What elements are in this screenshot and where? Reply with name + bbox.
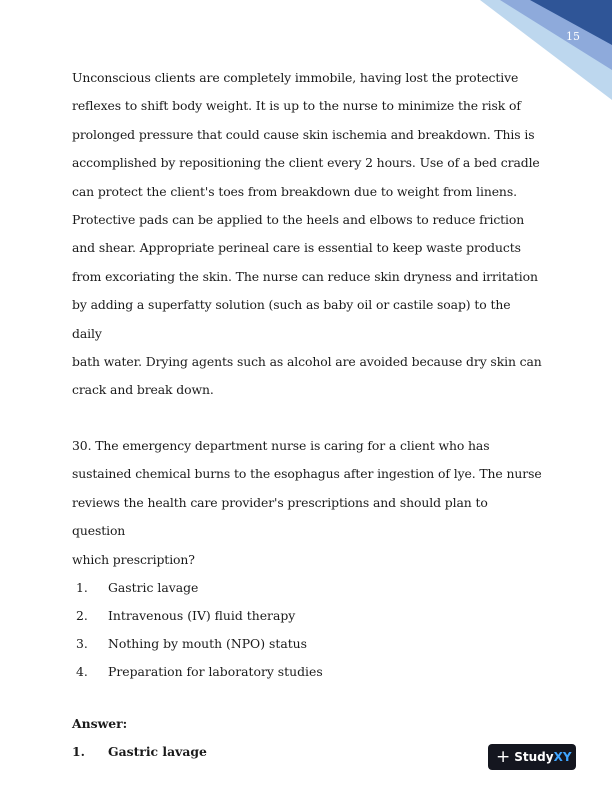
paragraph-line: accomplished by repositioning the client every 2 hours. Use of a bed cradle (72, 155, 540, 171)
option-item (72, 658, 542, 686)
question-text (72, 432, 542, 574)
paragraph-line: Unconscious clients are completely immobile, having lost the protective (72, 70, 519, 85)
paragraph-line: crack and break down. (72, 382, 214, 398)
page-number: 15 (566, 30, 580, 43)
plus-icon: + (496, 746, 511, 767)
option-number: 4. (76, 663, 88, 679)
answer-number: 1. (72, 743, 85, 759)
option-number: 2. (76, 607, 88, 623)
question-line: 30. The emergency department nurse is caring for a client who has (72, 437, 490, 453)
page-content (72, 64, 542, 766)
option-number: 1. (76, 579, 88, 595)
answer-value (72, 738, 542, 766)
question-line: reviews the health care provider's prescriptions and should plan to question (72, 494, 488, 539)
question-line: which prescription? (72, 551, 195, 567)
option-number: 3. (76, 635, 88, 651)
paragraph-line: can protect the client's toes from breakdown due to weight from linens. (72, 183, 517, 199)
brand-study-text: Study (514, 750, 554, 764)
studyxy-logo-badge[interactable] (488, 744, 576, 770)
option-item (72, 602, 542, 630)
option-text: Gastric lavage (108, 579, 199, 595)
option-text: Intravenous (IV) fluid therapy (108, 607, 296, 623)
option-item (72, 574, 542, 602)
paragraph-line: from excoriating the skin. The nurse can reduce skin dryness and irritation (72, 268, 538, 284)
answer-options (72, 574, 542, 686)
paragraph-line: prolonged pressure that could cause skin ischemia and breakdown. This is (72, 126, 535, 142)
question-line: sustained chemical burns to the esophagus after ingestion of lye. The nurse (72, 466, 542, 482)
paragraph-line: reflexes to shift body weight. It is up to the nurse to minimize the risk of (72, 98, 521, 114)
paragraph-line: and shear. Appropriate perineal care is essential to keep waste products (72, 240, 521, 256)
answer-text: Gastric lavage (108, 743, 207, 759)
option-text: Nothing by mouth (NPO) status (108, 635, 308, 651)
paragraph-line: by adding a superfatty solution (such as baby oil or castile soap) to the daily (72, 297, 511, 341)
brand-xy-text: XY (553, 750, 572, 764)
answer-heading: Answer: (72, 715, 128, 731)
paragraph-line: bath water. Drying agents such as alcohol are avoided because dry skin can (72, 354, 542, 370)
paragraph-line: Protective pads can be applied to the heels and elbows to reduce friction (72, 212, 525, 228)
explanation-paragraph (72, 64, 542, 405)
option-item (72, 630, 542, 658)
option-text: Preparation for laboratory studies (108, 663, 323, 679)
